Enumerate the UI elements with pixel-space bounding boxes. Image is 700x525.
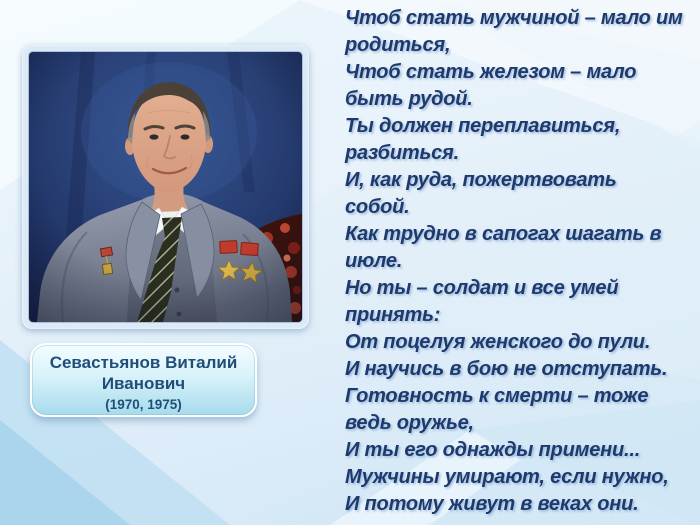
poem-line: собой. — [345, 196, 410, 218]
flight-years: (1970, 1975) — [105, 397, 182, 412]
portrait-photo — [29, 52, 302, 322]
poem-text — [345, 5, 697, 518]
poem-line: Мужчины умирают, если нужно, — [345, 466, 669, 488]
poem-line: Как трудно в сапогах шагать в — [345, 223, 662, 245]
person-name: Севастьянов Виталий Иванович — [49, 353, 238, 393]
photo-frame — [22, 45, 309, 329]
poem-line: Но ты – солдат и все умей — [345, 277, 619, 299]
poem-line: И потому живут в веках они. — [345, 493, 639, 515]
poem-line: И, как руда, пожертвовать — [345, 169, 617, 191]
poem-line: июле. — [345, 250, 403, 272]
poem-line: быть рудой. — [345, 88, 473, 110]
poem-line: родиться, — [345, 34, 451, 56]
poem-line: ведь оружье, — [345, 412, 474, 434]
poem-line: Чтоб стать мужчиной – мало им — [345, 7, 683, 29]
poem-line: И ты его однажды примени... — [345, 439, 641, 461]
poem-line: И научись в бою не отступать. — [345, 358, 668, 380]
poem-line: Ты должен переплавиться, — [345, 115, 621, 137]
poem-line: От поцелуя женского до пули. — [345, 331, 651, 353]
poem-line: Чтоб стать железом – мало — [345, 61, 637, 83]
poem-line: принять: — [345, 304, 441, 326]
poem-line: Готовность к смерти – тоже — [345, 385, 649, 407]
poem-line: разбиться. — [345, 142, 459, 164]
caption-box — [30, 343, 257, 417]
